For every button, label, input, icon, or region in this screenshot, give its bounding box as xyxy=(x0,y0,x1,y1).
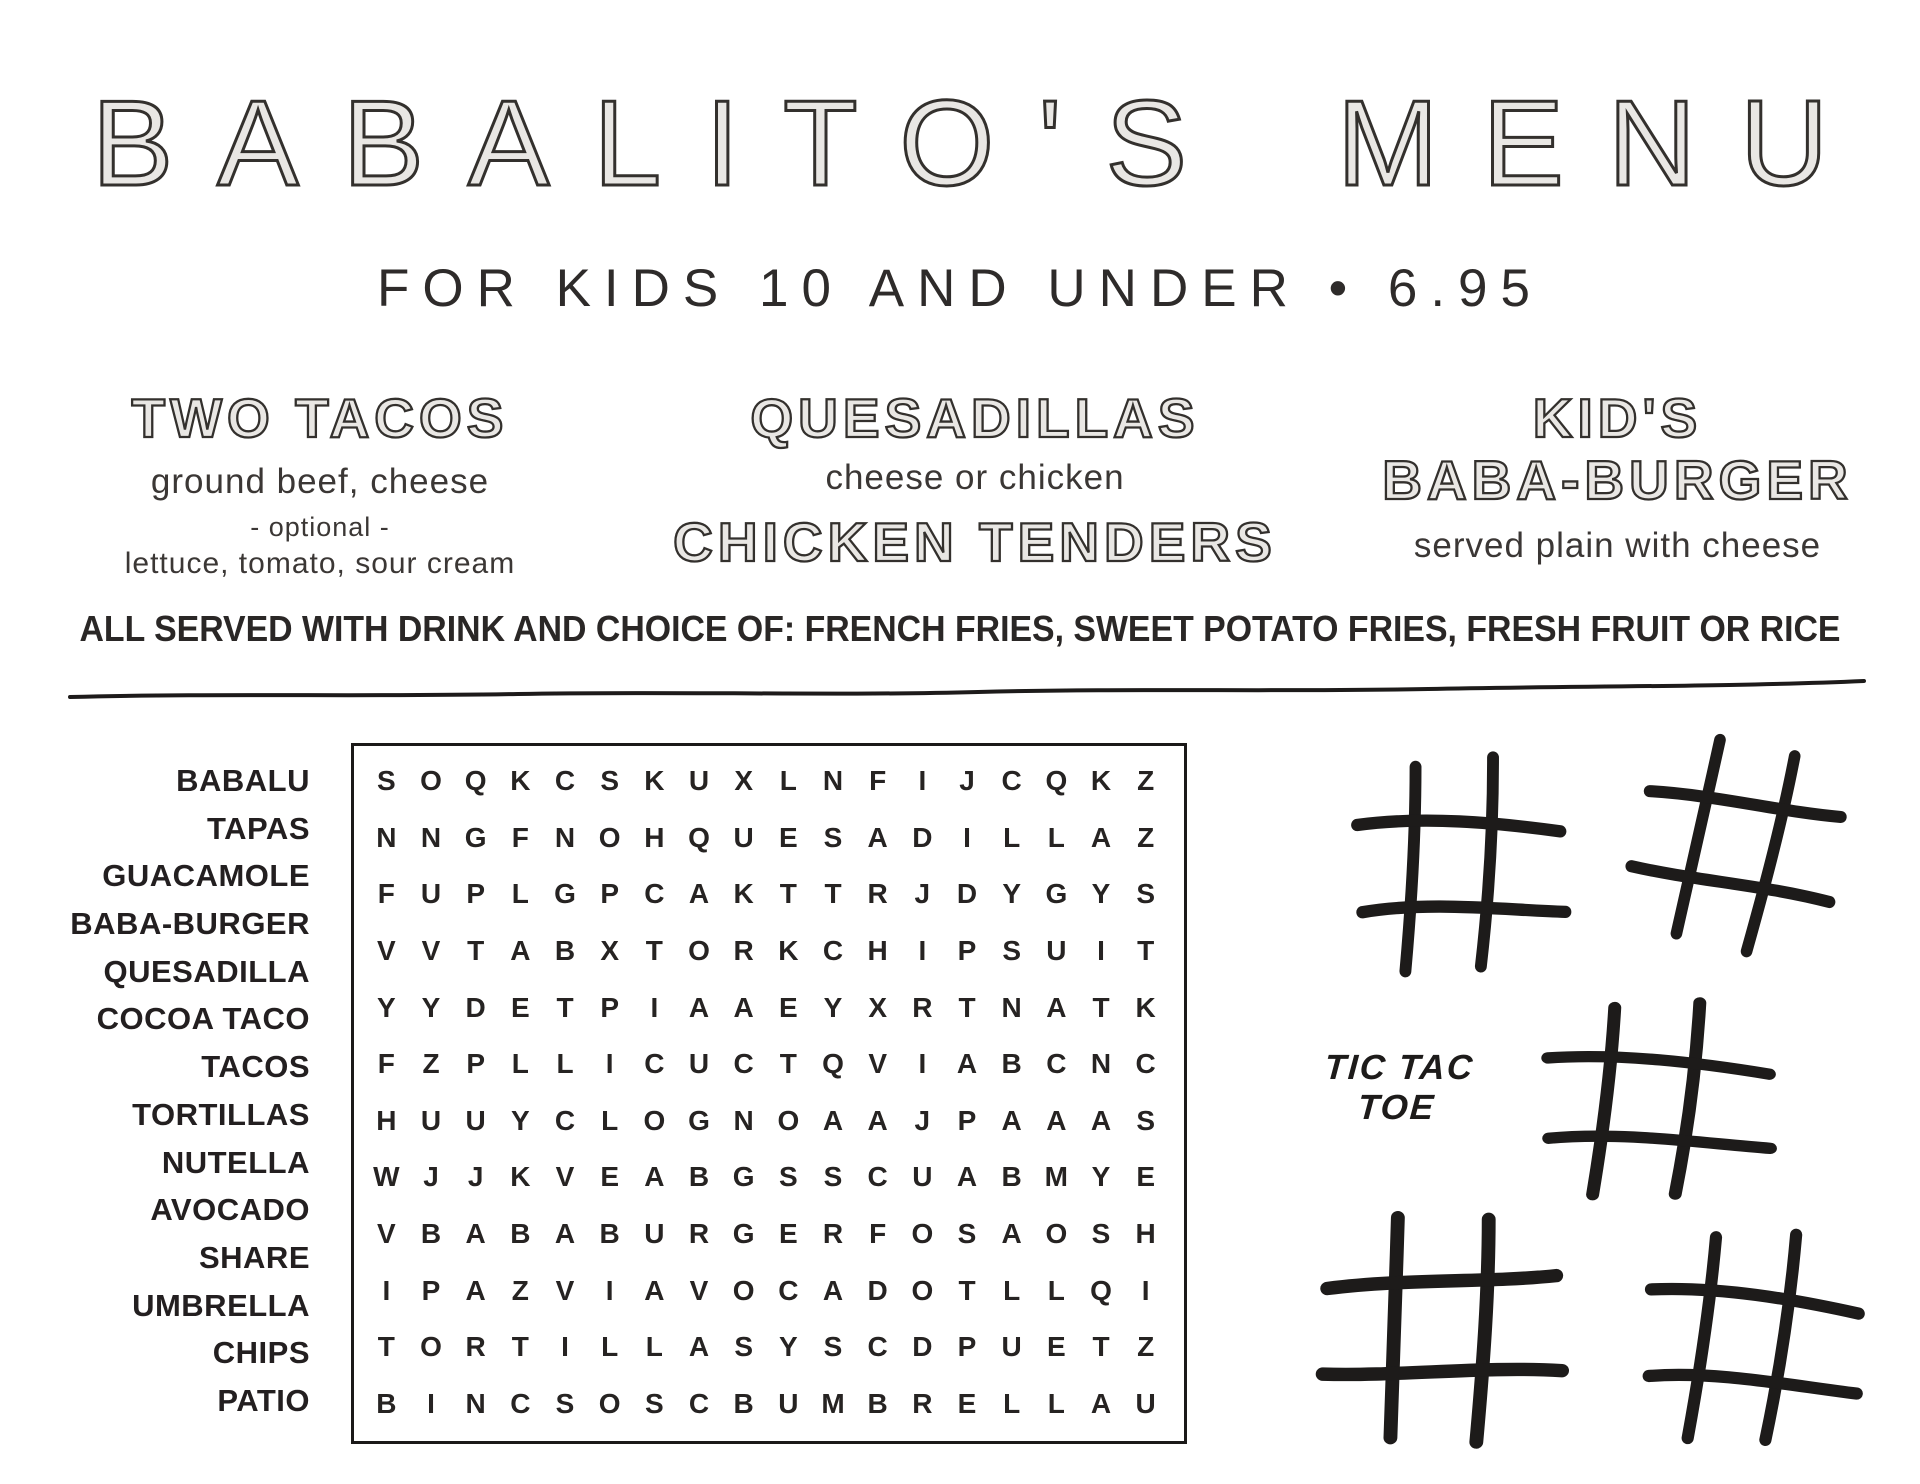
grid-letter: A xyxy=(510,935,531,967)
page-title: BABALITO'S MENU xyxy=(91,75,1873,211)
word-list xyxy=(60,757,310,1425)
grid-letter: K xyxy=(733,878,754,910)
grid-letter: Z xyxy=(422,1048,440,1080)
grid-letter: V xyxy=(376,935,396,967)
grid-letter: N xyxy=(1090,1048,1112,1080)
grid-letter: Y xyxy=(778,1331,798,1363)
tic-tac-toe-label-line1: TIC TAC xyxy=(1323,1048,1476,1087)
grid-letter: N xyxy=(554,821,576,853)
grid-letter: T xyxy=(645,935,663,967)
grid-letter: P xyxy=(466,1048,485,1080)
grid-letter: I xyxy=(427,1387,435,1419)
grid-letter: N xyxy=(376,821,397,853)
page-subtitle: FOR KIDS 10 AND UNDER • 6.95 xyxy=(376,259,1543,318)
grid-letter: H xyxy=(376,1104,397,1136)
grid-letter: O xyxy=(911,1274,934,1306)
grid-letter: B xyxy=(554,935,576,967)
grid-letter: B xyxy=(420,1218,442,1250)
grid-letter: V xyxy=(555,1274,575,1306)
grid-letter: T xyxy=(1092,1331,1110,1363)
grid-letter: C xyxy=(1046,1048,1067,1080)
word-list-item: TAPAS xyxy=(207,810,310,846)
grid-letter: O xyxy=(777,1104,800,1136)
word-list-item: AVOCADO xyxy=(150,1192,310,1228)
grid-letter: T xyxy=(779,878,797,910)
grid-letter: K xyxy=(778,935,799,967)
grid-letter: Q xyxy=(1045,765,1068,797)
grid-letter: K xyxy=(1090,765,1112,797)
grid-letter: Q xyxy=(688,821,710,853)
grid-letter: E xyxy=(778,1218,798,1250)
grid-letter: E xyxy=(957,1387,977,1419)
grid-letter: A xyxy=(867,821,888,853)
grid-letter: L xyxy=(1003,1387,1021,1419)
grid-letter: I xyxy=(382,1274,391,1306)
menu-section-quesadillas xyxy=(650,388,1300,572)
two-tacos-optional-label: - optional - xyxy=(250,512,390,542)
grid-letter: I xyxy=(918,935,927,967)
word-list-item: PATIO xyxy=(217,1382,310,1418)
grid-letter: L xyxy=(1047,821,1065,853)
grid-letter: A xyxy=(644,1274,665,1306)
menu-section-two-tacos xyxy=(85,388,555,581)
grid-letter: R xyxy=(912,991,933,1023)
grid-letter: X xyxy=(868,991,887,1023)
grid-letter: V xyxy=(376,1218,396,1250)
grid-letter: K xyxy=(644,765,665,797)
grid-letter: Y xyxy=(823,991,843,1023)
grid-letter: L xyxy=(511,878,529,910)
grid-letter: B xyxy=(376,1387,397,1419)
grid-letter: N xyxy=(1001,991,1022,1023)
grid-letter: X xyxy=(600,935,619,967)
grid-letter: Q xyxy=(464,765,487,797)
grid-letter: O xyxy=(598,821,621,853)
baba-burger-heading: BABA-BURGER xyxy=(1382,449,1853,511)
grid-letter: C xyxy=(733,1048,754,1080)
two-tacos-heading: TWO TACOS xyxy=(131,387,509,449)
grid-letter: I xyxy=(650,991,659,1023)
grid-letter: U xyxy=(644,1218,665,1250)
grid-letter: A xyxy=(1090,1387,1112,1419)
grid-letter: Y xyxy=(1002,878,1021,910)
tic-tac-toe-board xyxy=(1636,1220,1869,1453)
grid-letter: J xyxy=(914,878,931,910)
grid-letter: C xyxy=(510,1387,531,1419)
grid-letter: F xyxy=(377,1048,395,1080)
grid-letter: R xyxy=(465,1331,486,1363)
grid-letter: A xyxy=(688,878,710,910)
grid-letter: R xyxy=(733,935,754,967)
grid-letter: U xyxy=(912,1161,933,1193)
grid-letter: J xyxy=(423,1161,439,1193)
grid-letter: O xyxy=(688,935,710,967)
grid-letter: U xyxy=(420,1104,442,1136)
grid-letter: V xyxy=(555,1161,575,1193)
grid-letter: N xyxy=(465,1387,486,1419)
grid-letter: A xyxy=(1046,1104,1067,1136)
grid-letter: A xyxy=(1090,821,1112,853)
grid-letter: Q xyxy=(822,1048,844,1080)
grid-letter: Z xyxy=(511,1274,529,1306)
grid-letter: S xyxy=(644,1387,664,1419)
grid-letter: G xyxy=(1045,878,1068,910)
tic-tac-toe-label xyxy=(1315,1048,1481,1128)
grid-letter: U xyxy=(778,1387,799,1419)
grid-letter: A xyxy=(1001,1104,1022,1136)
grid-letter: M xyxy=(1044,1161,1068,1193)
grid-letter: S xyxy=(555,1387,575,1419)
grid-letter: G xyxy=(464,821,487,853)
word-list-item: SHARE xyxy=(198,1239,310,1275)
grid-letter: A xyxy=(822,1274,844,1306)
grid-letter: S xyxy=(1002,935,1021,967)
menu-section-baba-burger xyxy=(1345,388,1890,566)
grid-letter: S xyxy=(1136,878,1155,910)
grid-letter: C xyxy=(554,1104,576,1136)
grid-letter: N xyxy=(420,821,442,853)
word-list-item: BABALU xyxy=(176,763,310,798)
tic-tac-toe-board xyxy=(1538,994,1778,1204)
grid-letter: G xyxy=(554,878,576,910)
grid-letter: S xyxy=(823,1161,843,1193)
word-list-item: BABA-BURGER xyxy=(70,906,310,942)
grid-letter: D xyxy=(912,821,933,853)
grid-letter: C xyxy=(644,1048,665,1080)
two-tacos-description: ground beef, cheese xyxy=(150,462,490,501)
grid-letter: X xyxy=(734,765,753,797)
grid-letter: B xyxy=(867,1387,888,1419)
grid-letter: N xyxy=(822,765,844,797)
grid-letter: B xyxy=(1001,1048,1022,1080)
grid-letter: E xyxy=(778,991,798,1023)
grid-letter: U xyxy=(1135,1387,1156,1419)
grid-letter: S xyxy=(600,765,619,797)
grid-letter: T xyxy=(958,1274,976,1306)
grid-letter: P xyxy=(957,1104,977,1136)
grid-letter: P xyxy=(600,991,619,1023)
grid-letter: Y xyxy=(510,1104,530,1136)
grid-letter: A xyxy=(465,1218,486,1250)
grid-letter: T xyxy=(958,991,976,1023)
grid-letter: A xyxy=(956,1161,978,1193)
grid-letter: A xyxy=(688,1331,710,1363)
grid-letter: T xyxy=(1137,935,1155,967)
grid-letter: D xyxy=(912,1331,933,1363)
grid-letter: C xyxy=(1135,1048,1156,1080)
grid-letter: A xyxy=(644,1161,665,1193)
grid-letter: B xyxy=(688,1161,710,1193)
grid-letter: Z xyxy=(1137,821,1155,853)
grid-letter: O xyxy=(598,1387,621,1419)
grid-letter: C xyxy=(822,935,844,967)
grid-letter: S xyxy=(823,1331,843,1363)
grid-letter: F xyxy=(377,878,395,910)
grid-letter: O xyxy=(911,1218,934,1250)
grid-letter: F xyxy=(511,821,529,853)
grid-letter: T xyxy=(779,1048,797,1080)
grid-letter: J xyxy=(914,1104,931,1136)
grid-letter: L xyxy=(1003,1274,1021,1306)
grid-letter: O xyxy=(1045,1218,1068,1250)
divider-line xyxy=(68,672,1866,706)
grid-letter: J xyxy=(467,1161,484,1193)
tic-tac-toe-label-line2: TOE xyxy=(1356,1088,1437,1127)
grid-letter: A xyxy=(465,1274,486,1306)
grid-letter: L xyxy=(556,1048,574,1080)
grid-letter: H xyxy=(1135,1218,1156,1250)
grid-letter: H xyxy=(867,935,888,967)
grid-letter: A xyxy=(733,991,754,1023)
grid-letter: S xyxy=(823,821,843,853)
grid-letter: H xyxy=(644,821,665,853)
grid-letter: Z xyxy=(1137,1331,1155,1363)
grid-letter: T xyxy=(467,935,485,967)
grid-letter: S xyxy=(1091,1218,1111,1250)
grid-letter: I xyxy=(918,1048,927,1080)
grid-letter: O xyxy=(420,765,442,797)
tic-tac-toe-board xyxy=(1348,748,1572,979)
quesadillas-heading: QUESADILLAS xyxy=(750,387,1200,449)
grid-letter: A xyxy=(956,1048,978,1080)
tic-tac-toe-board xyxy=(1312,1200,1572,1453)
grid-letter: V xyxy=(689,1274,709,1306)
grid-letter: I xyxy=(605,1048,614,1080)
grid-letter: U xyxy=(688,1048,710,1080)
grid-letter: F xyxy=(869,765,887,797)
grid-letter: R xyxy=(867,878,888,910)
grid-letter: O xyxy=(732,1274,755,1306)
grid-letter: I xyxy=(561,1331,569,1363)
grid-letter: N xyxy=(733,1104,754,1136)
grid-letter: C xyxy=(867,1161,888,1193)
grid-letter: U xyxy=(1001,1331,1022,1363)
grid-letter: T xyxy=(511,1331,529,1363)
grid-letter: W xyxy=(373,1161,400,1193)
word-list-item: COCOA TACO xyxy=(96,1001,310,1037)
grid-letter: E xyxy=(510,991,530,1023)
grid-letter: V xyxy=(868,1048,887,1080)
grid-letter: I xyxy=(918,765,927,797)
grid-letter: Y xyxy=(421,991,441,1023)
grid-letter: P xyxy=(957,935,977,967)
grid-letter: P xyxy=(957,1331,977,1363)
grid-letter: T xyxy=(1092,991,1110,1023)
grid-letter: U xyxy=(688,765,710,797)
word-search-grid xyxy=(351,743,1187,1444)
grid-letter: A xyxy=(1090,1104,1112,1136)
grid-letter: B xyxy=(1001,1161,1022,1193)
grid-letter: L xyxy=(1047,1274,1065,1306)
grid-letter: G xyxy=(732,1161,755,1193)
grid-letter: C xyxy=(688,1387,710,1419)
grid-letter: Z xyxy=(1137,765,1155,797)
grid-letter: F xyxy=(869,1218,887,1250)
grid-letter: S xyxy=(1136,1104,1155,1136)
grid-letter: L xyxy=(1003,821,1021,853)
grid-letter: A xyxy=(822,1104,844,1136)
grid-letter: I xyxy=(1097,935,1105,967)
grid-letter: J xyxy=(959,765,975,797)
grid-letter: C xyxy=(644,878,665,910)
grid-letter: P xyxy=(600,878,619,910)
served-with-note: ALL SERVED WITH DRINK AND CHOICE OF: FRENCH FRIES, SWEET POTATO FRIES, FRESH FRUIT OR RICE xyxy=(79,608,1841,649)
grid-letter: V xyxy=(421,935,441,967)
grid-letter: Y xyxy=(1091,878,1111,910)
grid-letter: U xyxy=(1046,935,1067,967)
grid-letter: L xyxy=(779,765,797,797)
word-list-item: TACOS xyxy=(201,1049,310,1085)
grid-letter: S xyxy=(957,1218,977,1250)
grid-letter: E xyxy=(778,821,798,853)
kids-heading: KID'S xyxy=(1532,387,1703,449)
grid-letter: S xyxy=(734,1331,753,1363)
grid-letter: T xyxy=(824,878,842,910)
grid-letter: G xyxy=(732,1218,755,1250)
grid-letter: D xyxy=(465,991,486,1023)
grid-letter: A xyxy=(1001,1218,1022,1250)
grid-letter: B xyxy=(510,1218,531,1250)
two-tacos-optional-items: lettuce, tomato, sour cream xyxy=(124,547,516,580)
quesadillas-description: cheese or chicken xyxy=(825,458,1125,497)
grid-letter: S xyxy=(376,765,396,797)
grid-letter: A xyxy=(1046,991,1067,1023)
grid-letter: K xyxy=(510,765,531,797)
word-list-item: GUACAMOLE xyxy=(102,858,310,894)
baba-burger-description: served plain with cheese xyxy=(1413,526,1822,565)
word-list-item: UMBRELLA xyxy=(132,1287,310,1323)
grid-letter: L xyxy=(645,1331,663,1363)
grid-letter: R xyxy=(822,1218,844,1250)
grid-letter: I xyxy=(605,1274,614,1306)
grid-letter: D xyxy=(956,878,978,910)
grid-letter: L xyxy=(601,1104,619,1136)
word-list-item: CHIPS xyxy=(212,1335,310,1371)
word-list-item: NUTELLA xyxy=(161,1144,310,1180)
grid-letter: C xyxy=(1001,765,1022,797)
chicken-tenders-heading: CHICKEN TENDERS xyxy=(673,511,1277,573)
grid-letter: E xyxy=(600,1161,619,1193)
grid-letter: R xyxy=(688,1218,710,1250)
word-list-item: TORTILLAS xyxy=(132,1096,310,1132)
grid-letter: E xyxy=(1136,1161,1155,1193)
grid-letter: O xyxy=(420,1331,442,1363)
grid-letter: B xyxy=(599,1218,620,1250)
grid-letter: A xyxy=(688,991,710,1023)
grid-letter: P xyxy=(466,878,485,910)
grid-letter: E xyxy=(1046,1331,1066,1363)
grid-letter: O xyxy=(643,1104,666,1136)
grid-letter: P xyxy=(421,1274,441,1306)
grid-letter: C xyxy=(554,765,576,797)
grid-letter: I xyxy=(1141,1274,1150,1306)
grid-letter: L xyxy=(511,1048,529,1080)
grid-letter: T xyxy=(377,1331,395,1363)
grid-letter: L xyxy=(601,1331,619,1363)
grid-letter: A xyxy=(867,1104,888,1136)
grid-letter: Q xyxy=(1090,1274,1112,1306)
grid-letter: M xyxy=(821,1387,845,1419)
grid-letter: U xyxy=(733,821,754,853)
grid-letter: D xyxy=(867,1274,888,1306)
grid-letter: G xyxy=(688,1104,710,1136)
grid-letter: I xyxy=(963,821,971,853)
grid-letter: B xyxy=(733,1387,754,1419)
word-list-item: QUESADILLA xyxy=(103,953,310,989)
grid-letter: R xyxy=(912,1387,933,1419)
grid-letter: S xyxy=(778,1161,798,1193)
grid-letter: K xyxy=(510,1161,531,1193)
grid-letter: L xyxy=(1047,1387,1065,1419)
grid-letter: T xyxy=(556,991,574,1023)
grid-letter: A xyxy=(554,1218,576,1250)
grid-letter: U xyxy=(465,1104,486,1136)
grid-letter: Y xyxy=(1091,1161,1111,1193)
grid-letter: K xyxy=(1135,991,1156,1023)
grid-letter: C xyxy=(867,1331,888,1363)
grid-letter: U xyxy=(420,878,442,910)
grid-letter: Y xyxy=(376,991,396,1023)
grid-letter: C xyxy=(778,1274,799,1306)
tic-tac-toe-board xyxy=(1616,718,1860,968)
